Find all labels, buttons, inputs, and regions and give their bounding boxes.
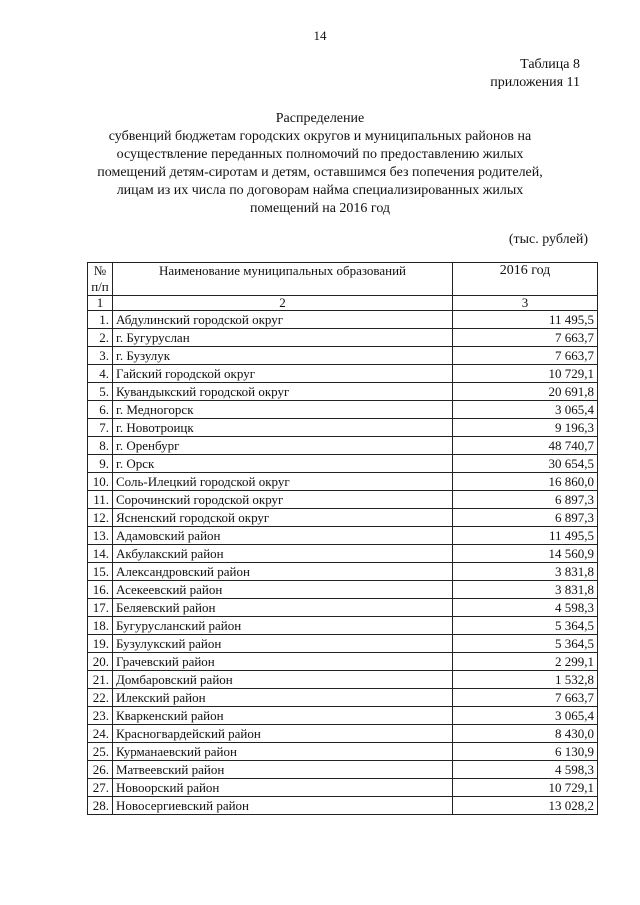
row-number: 19.: [88, 635, 113, 653]
table-row: [88, 743, 598, 761]
row-number: 26.: [88, 761, 113, 779]
table-row: [88, 653, 598, 671]
table-row: [88, 779, 598, 797]
heading-line5: помещений на 2016 год: [249, 201, 391, 216]
table-row: [88, 617, 598, 635]
row-value: 11 495,5: [453, 311, 598, 329]
row-name: Александровский район: [113, 563, 453, 581]
row-name: Асекеевский район: [113, 581, 453, 599]
header-number-line2: п/п: [91, 279, 109, 294]
row-number: 20.: [88, 653, 113, 671]
page-number: 14: [313, 28, 327, 43]
row-number: 25.: [88, 743, 113, 761]
row-number: 2.: [88, 329, 113, 347]
row-name: Беляевский район: [113, 599, 453, 617]
units-label: (тыс. рублей): [508, 232, 588, 247]
row-value: 8 430,0: [453, 725, 598, 743]
row-name: Адамовский район: [113, 527, 453, 545]
row-number: 24.: [88, 725, 113, 743]
table-row: [88, 437, 598, 455]
row-number: 28.: [88, 797, 113, 815]
row-name: Бугурусланский район: [113, 617, 453, 635]
table-row: [88, 635, 598, 653]
row-value: 7 663,7: [453, 329, 598, 347]
row-value: 10 729,1: [453, 779, 598, 797]
row-name: Кувандыкский городской округ: [113, 383, 453, 401]
row-name: Абдулинский городской округ: [113, 311, 453, 329]
row-name: Сорочинский городской округ: [113, 491, 453, 509]
table-reference: [490, 56, 580, 92]
header-value: 2016 год: [453, 263, 598, 296]
table-row: [88, 383, 598, 401]
row-name: г. Оренбург: [113, 437, 453, 455]
header-number: [88, 263, 113, 296]
row-number: 18.: [88, 617, 113, 635]
table-row: [88, 581, 598, 599]
heading-line3: помещений детям-сиротам и детям, оставшимся без попечения родителей,: [97, 165, 543, 180]
table-row: [88, 509, 598, 527]
row-value: 4 598,3: [453, 599, 598, 617]
row-value: 3 065,4: [453, 707, 598, 725]
row-value: 6 897,3: [453, 491, 598, 509]
row-number: 9.: [88, 455, 113, 473]
row-name: Соль-Илецкий городской округ: [113, 473, 453, 491]
row-name: Гайский городской округ: [113, 365, 453, 383]
table-body: [88, 296, 598, 815]
table-row: [88, 329, 598, 347]
row-value: 3 831,8: [453, 563, 598, 581]
row-number: 10.: [88, 473, 113, 491]
column-index-row: [88, 296, 598, 311]
row-number: 23.: [88, 707, 113, 725]
row-name: Кваркенский район: [113, 707, 453, 725]
row-name: г. Бугуруслан: [113, 329, 453, 347]
row-value: 7 663,7: [453, 347, 598, 365]
table-row: [88, 347, 598, 365]
row-name: Ясненский городской округ: [113, 509, 453, 527]
row-value: 11 495,5: [453, 527, 598, 545]
column-index: 2: [113, 296, 453, 311]
table-row: [88, 491, 598, 509]
table-row: [88, 419, 598, 437]
row-value: 14 560,9: [453, 545, 598, 563]
row-number: 12.: [88, 509, 113, 527]
table-header-row: [88, 263, 598, 296]
header-name: Наименование муниципальных образований: [113, 263, 453, 296]
row-number: 5.: [88, 383, 113, 401]
row-value: 6 130,9: [453, 743, 598, 761]
row-name: Курманаевский район: [113, 743, 453, 761]
row-value: 3 831,8: [453, 581, 598, 599]
table-row: [88, 527, 598, 545]
row-number: 8.: [88, 437, 113, 455]
table-row: [88, 725, 598, 743]
row-value: 30 654,5: [453, 455, 598, 473]
row-value: 4 598,3: [453, 761, 598, 779]
table-row: [88, 311, 598, 329]
row-name: Красногвардейский район: [113, 725, 453, 743]
row-number: 14.: [88, 545, 113, 563]
table-row: [88, 761, 598, 779]
row-name: Матвеевский район: [113, 761, 453, 779]
column-index: 3: [453, 296, 598, 311]
row-number: 4.: [88, 365, 113, 383]
row-value: 6 897,3: [453, 509, 598, 527]
table-row: [88, 797, 598, 815]
row-name: г. Орск: [113, 455, 453, 473]
heading-line2: осуществление переданных полномочий по предоставлению жилых: [116, 147, 524, 162]
row-name: Новосергиевский район: [113, 797, 453, 815]
row-name: Акбулакский район: [113, 545, 453, 563]
row-name: Домбаровский район: [113, 671, 453, 689]
table-row: [88, 599, 598, 617]
table-row: [88, 671, 598, 689]
row-value: 3 065,4: [453, 401, 598, 419]
row-value: 10 729,1: [453, 365, 598, 383]
row-value: 5 364,5: [453, 635, 598, 653]
row-number: 1.: [88, 311, 113, 329]
row-number: 7.: [88, 419, 113, 437]
row-name: г. Новотроицк: [113, 419, 453, 437]
column-index: 1: [88, 296, 113, 311]
table-row: [88, 473, 598, 491]
row-number: 22.: [88, 689, 113, 707]
table-row: [88, 365, 598, 383]
table-row: [88, 545, 598, 563]
row-name: Илекский район: [113, 689, 453, 707]
row-value: 48 740,7: [453, 437, 598, 455]
row-number: 11.: [88, 491, 113, 509]
table-row: [88, 707, 598, 725]
table-row: [88, 455, 598, 473]
heading-line1: субвенций бюджетам городских округов и муниципальных районов на: [108, 129, 532, 144]
distribution-table: [87, 262, 598, 815]
row-value: 9 196,3: [453, 419, 598, 437]
heading-line4: лицам из их числа по договорам найма специализированных жилых: [116, 183, 524, 198]
table-ref-line2: приложения 11: [490, 75, 580, 90]
row-number: 27.: [88, 779, 113, 797]
row-value: 13 028,2: [453, 797, 598, 815]
table-ref-line1: Таблица 8: [520, 57, 580, 72]
row-number: 6.: [88, 401, 113, 419]
row-value: 16 860,0: [453, 473, 598, 491]
row-value: 2 299,1: [453, 653, 598, 671]
document-heading: [90, 110, 550, 218]
table-row: [88, 689, 598, 707]
row-name: Бузулукский район: [113, 635, 453, 653]
table-row: [88, 563, 598, 581]
row-name: Грачевский район: [113, 653, 453, 671]
row-name: г. Медногорск: [113, 401, 453, 419]
row-number: 13.: [88, 527, 113, 545]
row-value: 5 364,5: [453, 617, 598, 635]
row-number: 15.: [88, 563, 113, 581]
row-number: 3.: [88, 347, 113, 365]
heading-title: Распределение: [275, 111, 365, 126]
header-number-line1: №: [93, 263, 107, 278]
row-name: г. Бузулук: [113, 347, 453, 365]
row-value: 1 532,8: [453, 671, 598, 689]
row-name: Новоорский район: [113, 779, 453, 797]
row-value: 7 663,7: [453, 689, 598, 707]
table-row: [88, 401, 598, 419]
row-number: 16.: [88, 581, 113, 599]
row-number: 17.: [88, 599, 113, 617]
row-value: 20 691,8: [453, 383, 598, 401]
row-number: 21.: [88, 671, 113, 689]
